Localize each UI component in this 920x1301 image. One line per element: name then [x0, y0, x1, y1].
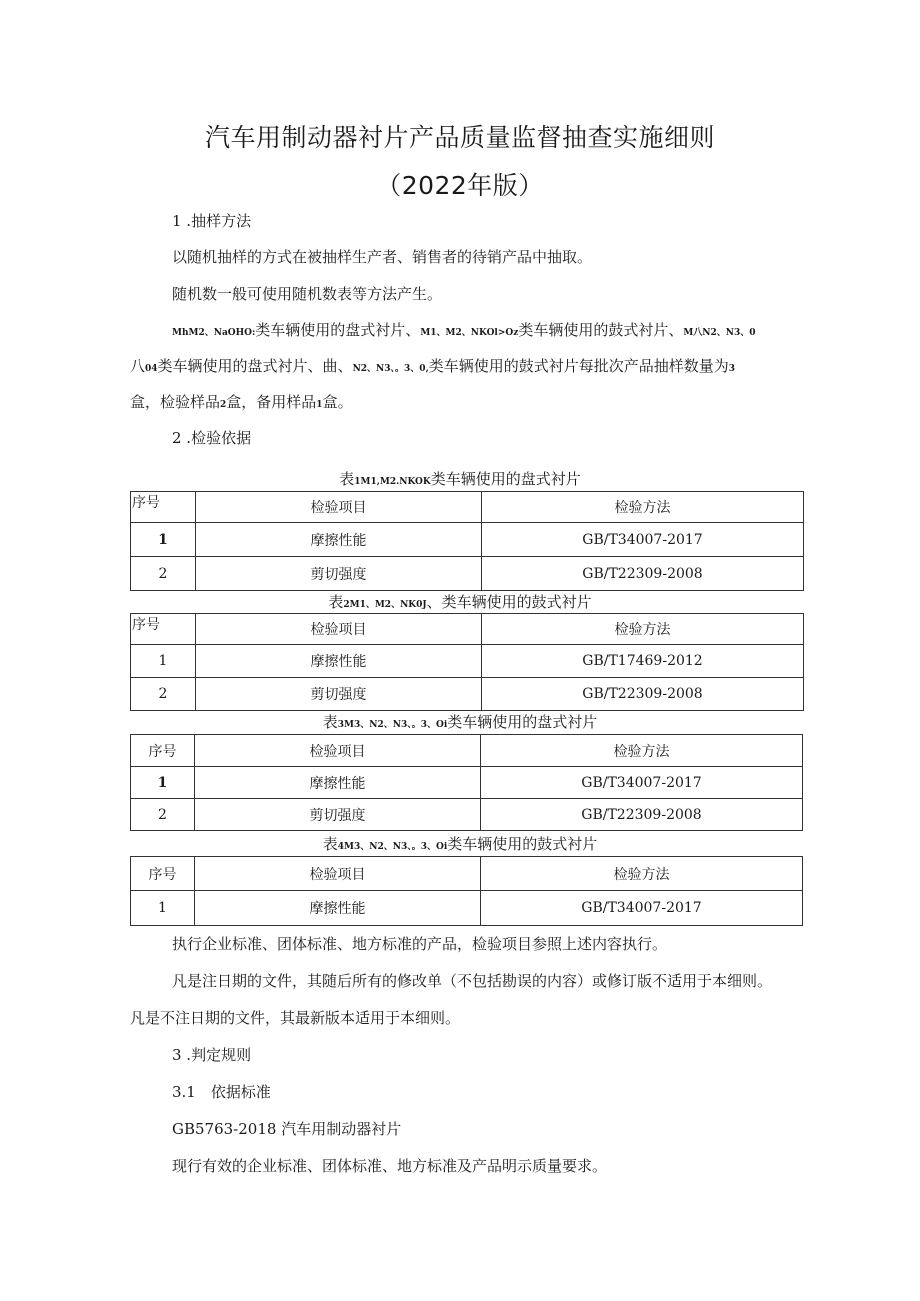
- text-run: 类车辆使用的鼓式衬片: [447, 835, 598, 853]
- table-row: [131, 767, 803, 799]
- section-2-heading: 2 .检验依据: [172, 429, 252, 447]
- table-2: [130, 613, 804, 711]
- document-subtitle: （2022年版）: [376, 171, 544, 200]
- header-method: 检验方法: [481, 857, 803, 891]
- quantity-number: 2: [220, 400, 227, 410]
- header-index: 序号: [131, 492, 196, 523]
- cell-item: 剪切强度: [196, 678, 482, 711]
- table-row: [131, 557, 804, 591]
- header-method: 检验方法: [482, 492, 804, 523]
- cell-item: 摩擦性能: [196, 645, 482, 678]
- header-index: 序号: [131, 857, 195, 891]
- section-3-1-heading: 3.1 依据标准: [172, 1083, 271, 1101]
- text-run: 表: [328, 593, 344, 611]
- section-1-para-3-line-3: [130, 392, 353, 415]
- cell-index: 2: [131, 799, 195, 831]
- vehicle-class-code: M八N2、N3、0: [683, 328, 756, 338]
- cell-index: 1: [131, 645, 196, 678]
- text-run: 表: [322, 713, 338, 731]
- cell-index: 1: [131, 891, 195, 926]
- text-run: 类车辆使用的鼓式衬片、: [518, 321, 684, 339]
- section-2-note-3: 凡是不注日期的文件，其最新版本适用于本细则。: [130, 1009, 461, 1027]
- section-2-note-1: 执行企业标准、团体标准、地方标准的产品，检验项目参照上述内容执行。: [172, 935, 668, 953]
- cell-item: 摩擦性能: [196, 523, 482, 557]
- cell-method: GB/T22309-2008: [482, 678, 804, 711]
- cell-index: 1: [131, 767, 195, 799]
- cell-method: GB/T22309-2008: [482, 557, 804, 591]
- text-run: 盒，检验样品: [130, 393, 221, 411]
- vehicle-class-code: 3M3、N2、N3、。3、Oi: [337, 720, 448, 730]
- table-1-caption: [0, 468, 920, 489]
- table-1: [130, 491, 804, 591]
- vehicle-class-code: 4M3、N2、N3、。3、Oi: [337, 842, 448, 852]
- table-4: [130, 856, 803, 926]
- table-header-row: [131, 492, 804, 523]
- section-1-para-3-line-1: [172, 320, 756, 343]
- header-item: 检验项目: [196, 614, 482, 645]
- text-run: 盒，备用样品: [226, 393, 317, 411]
- standard-reference: GB5763-2018 汽车用制动器衬片: [172, 1120, 402, 1138]
- section-1-para-3-line-2: [130, 356, 735, 379]
- cell-item: 摩擦性能: [195, 767, 481, 799]
- table-3: [130, 734, 803, 831]
- section-1-para-2: 随机数一般可使用随机数表等方法产生。: [172, 285, 443, 303]
- document-title: 汽车用制动器衬片产品质量监督抽查实施细则: [204, 123, 715, 152]
- vehicle-class-code: 1M1,M2.NKOK: [354, 477, 431, 487]
- table-3-caption: [0, 711, 920, 732]
- table-row: [131, 645, 804, 678]
- section-3-heading: 3 .判定规则: [172, 1046, 252, 1064]
- text-run: 八: [130, 357, 146, 375]
- vehicle-class-code: MhM2、NaOHO:: [172, 328, 256, 338]
- section-2-note-2: 凡是注日期的文件，其随后所有的修改单（不包括勘误的内容）或修订版不适用于本细则。: [172, 972, 773, 990]
- standard-requirements: 现行有效的企业标准、团体标准、地方标准及产品明示质量要求。: [172, 1157, 608, 1175]
- header-item: 检验项目: [195, 857, 481, 891]
- text-run: 表: [322, 835, 338, 853]
- text-run: 、类车辆使用的鼓式衬片: [426, 593, 592, 611]
- header-method: 检验方法: [481, 735, 803, 767]
- cell-method: GB/T34007-2017: [481, 767, 803, 799]
- table-header-row: [131, 857, 803, 891]
- cell-method: GB/T34007-2017: [481, 891, 803, 926]
- header-item: 检验项目: [195, 735, 481, 767]
- section-1-para-1: 以随机抽样的方式在被抽样生产者、销售者的待销产品中抽取。: [172, 248, 593, 266]
- table-header-row: [131, 735, 803, 767]
- header-method: 检验方法: [482, 614, 804, 645]
- cell-method: GB/T22309-2008: [481, 799, 803, 831]
- header-item: 检验项目: [196, 492, 482, 523]
- text-run: 类车辆使用的盘式衬片、曲、: [157, 357, 353, 375]
- cell-index: 1: [131, 523, 196, 557]
- quantity-number: 3: [728, 364, 735, 374]
- text-run: 类车辆使用的鼓式衬片每批次产品抽样数量为: [428, 357, 729, 375]
- cell-method: GB/T34007-2017: [482, 523, 804, 557]
- vehicle-class-code: 2M1、M2、NK0J: [343, 600, 427, 610]
- table-2-caption: [0, 591, 920, 612]
- text-run: 类车辆使用的盘式衬片: [447, 713, 598, 731]
- cell-index: 2: [131, 678, 196, 711]
- cell-index: 2: [131, 557, 196, 591]
- text-run: 盒。: [322, 393, 353, 411]
- text-run: 类车辆使用的盘式衬片: [430, 470, 581, 488]
- quantity-number: 1: [316, 400, 323, 410]
- table-row: [131, 523, 804, 557]
- vehicle-class-code: 04: [145, 364, 158, 374]
- header-index: 序号: [131, 735, 195, 767]
- cell-item: 摩擦性能: [195, 891, 481, 926]
- text-run: 表: [339, 470, 355, 488]
- header-index: 序号: [131, 614, 196, 645]
- table-header-row: [131, 614, 804, 645]
- vehicle-class-code: N2、N3、。3、0,: [352, 364, 429, 374]
- table-row: [131, 678, 804, 711]
- section-1-heading: 1 .抽样方法: [172, 212, 252, 230]
- text-run: 类车辆使用的盘式衬片、: [255, 321, 421, 339]
- table-row: [131, 891, 803, 926]
- table-row: [131, 799, 803, 831]
- cell-method: GB/T17469-2012: [482, 645, 804, 678]
- table-4-caption: [0, 833, 920, 854]
- cell-item: 剪切强度: [195, 799, 481, 831]
- cell-item: 剪切强度: [196, 557, 482, 591]
- vehicle-class-code: M1、M2、NKOl>Oz: [420, 328, 519, 338]
